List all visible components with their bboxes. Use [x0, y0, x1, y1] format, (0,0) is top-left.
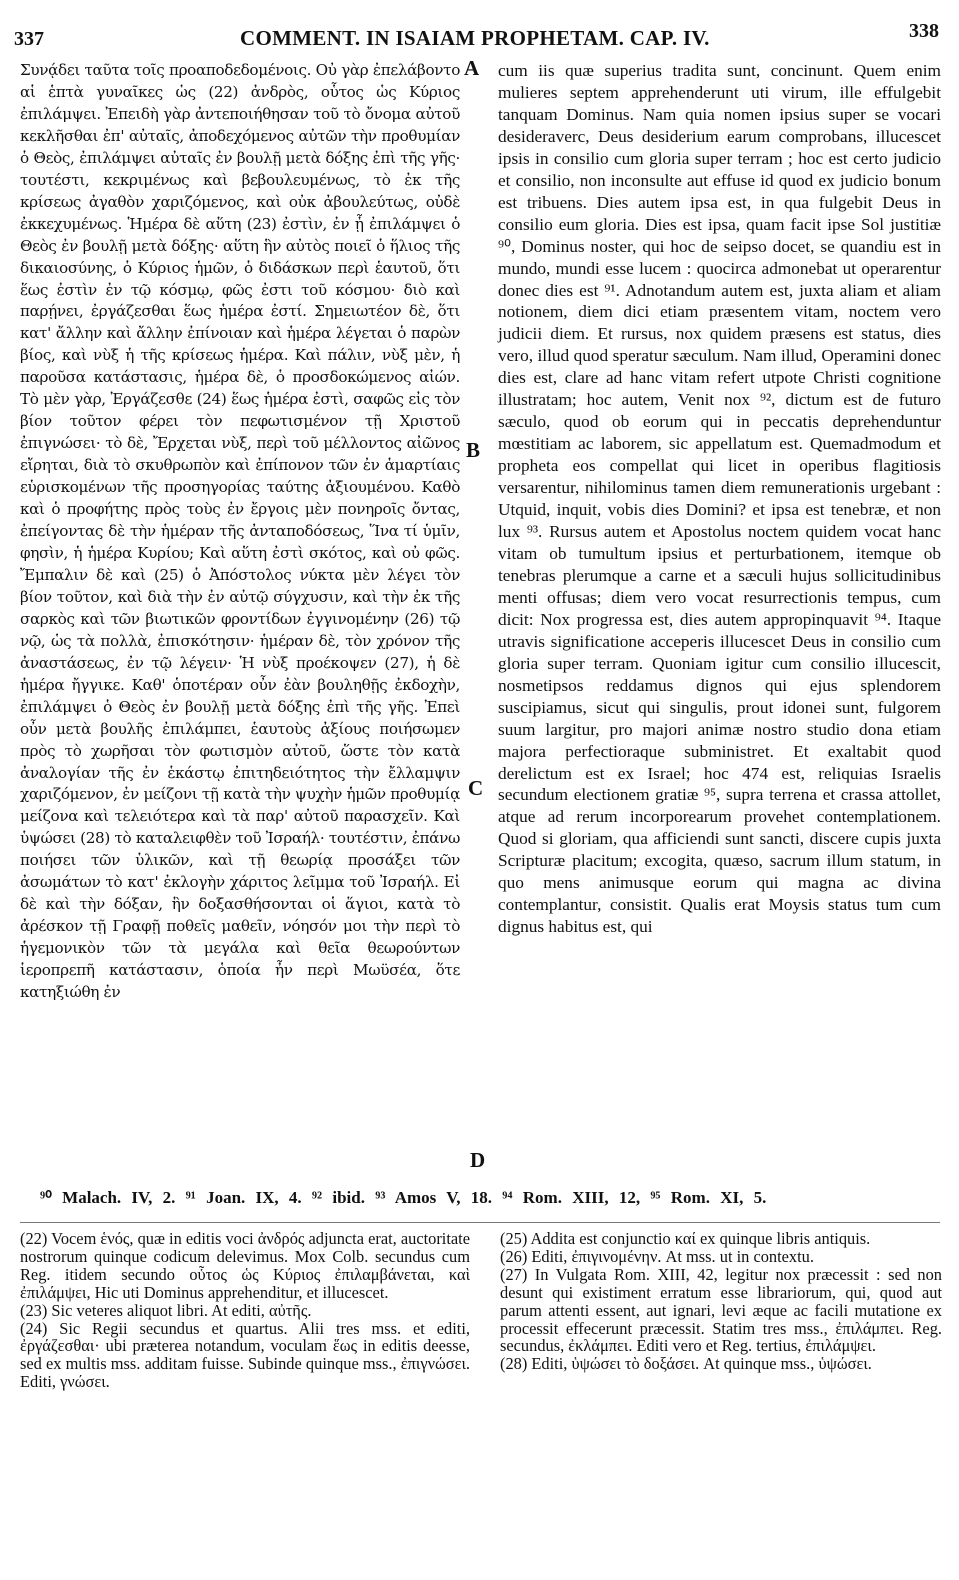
running-title: COMMENT. IN ISAIAM PROPHETAM. CAP. IV. — [240, 26, 710, 50]
footnote: (27) In Vulgata Rom. XIII, 42, legitur nox præcessit : sed non desunt qui existiment erratum esse librariorum, qui, quod aut parum attenti essent, aut ignari, levi æque ac facili mutatione ex processit effecerunt præcessit. Statim tres mss., ἐπιλάμπει. Reg. secundus, ἐκλάμπει. Editi vero et Reg. tertius, ἐπιλάμψει. — [500, 1264, 942, 1356]
footnote: (25) Addita est conjunctio καί ex quinque libris antiquis. — [500, 1229, 871, 1248]
section-marker-b: B — [466, 438, 481, 462]
section-marker-d: D — [470, 1148, 486, 1172]
scripture-references: ⁹⁰ Malach. IV, 2. ⁹¹ Joan. IX, 4. ⁹² ibid. ⁹³ Amos V, 18. ⁹⁴ Rom. XIII, 12, ⁹⁵ Rom. XI, 5. — [40, 1188, 767, 1207]
footnote: (24) Sic Regii secundus et quartus. Alii tres mss. et editi, ἐργάζεσθαι· ubi præterea notandum, voculam ἕως in editis deesse, sed ex multis mss. additam fuisse. Subinde quinque mss., ἐπιγνώσει. Editi, γνώσει. — [20, 1318, 470, 1392]
page-number-right: 338 — [909, 20, 939, 42]
footnote: (22) Vocem ἑνός, quæ in editis voci ἀνδρός adjuncta erat, auctoritate nostrorum quinque codicum delevimus. Mox Colb. secundus cum Reg. itidem secundo οὗτος ὡς Κύριος ἐπιλαμβάνεται, καὶ ἐπιλάμψει, Hic uti Dominus apprehenditur, et illucescet. — [20, 1229, 471, 1302]
section-marker-c: C — [468, 776, 484, 800]
footnote: (28) Editi, ὑψώσει τὸ δοξάσει. At quinque mss., ὑψώσει. — [500, 1354, 872, 1374]
greek-text: Συνᾴδει ταῦτα τοῖς προαποδεδομένοις. Οὐ γὰρ ἐπελάβοντο αἱ ἑπτὰ γυναῖκες ὡς (22) ἀνδρὸς, οὗτος ὡς Κύριος ἐπιλάμψει. Ἐπειδὴ γὰρ ἀντεποιήθησαν τοῦ τὸ ὄνομα αὐτοῦ κεκλῆσθαι ἐπ' αὐταῖς, ἀποδεχόμενος αὐτῶν τὴν προθυμίαν ὁ Θεὸς, ἐπιλάμψει αὐταῖς ἐν βουλῇ μετὰ δόξης ἐπὶ τῆς γῆς· τουτέστι, κεκριμένως καὶ βεβουλευμένως, τὸ ἐκ τῆς κρίσεως ἀγαθὸν χαριζόμενος, καὶ οὐκ ἀβουλεύτως, οὐδὲ ἐκκεχυμένως. Ἡμέρα δὲ αὕτη (23) ἐστὶν, ἐν ᾗ ἐπιλάμψει ὁ Θεὸς ἐν βουλῇ μετὰ δόξης· αὕτη ἣν αὐτὸς ποιεῖ ὁ ἥλιος τῆς δικαιοσύνης, ὁ Κύριος ἡμῶν, ὁ διδάσκων περὶ ἑαυτοῦ, ὅτι ἕως ἐστὶν ἐν τῷ κόσμῳ, φῶς ἐστι τοῦ κόσμου· διὸ καὶ παρῄνει, ἐργάζεσθαι ἕως ἡμέρα ἐστί. Σημειωτέον δὲ, ὅτι κατ' ἄλλην καὶ ἄλλην ἐπίνοιαν καὶ ἡμέρα λέγεται ὁ παρὼν βίος, καὶ νὺξ ἡ τῆς κρίσεως ἡμέρα. Καὶ πάλιν, νὺξ μὲν, ἡ παροῦσα κατάστασις, ἡμέρα δὲ, ὁ προσδοκώμενος αἰών. Τὸ μὲν γὰρ, Ἐργάζεσθε (24) ἕως ἡμέρα ἐστὶ, σαφῶς εἰς τὸν βίον τοῦτον φέρει τὸν πεφωτισμένον τῇ Χριστοῦ ἐπιγνώσει· τὸ δὲ, Ἔρχεται νὺξ, περὶ τοῦ μέλλοντος αἰῶνος εἴρηται, διὰ τὸ σκυθρωπὸν καὶ ἐπίπονον τῶν ἐν ἁμαρτίαις εὑρισκομένων τῆς προσηγορίας ταύτης ἀξιουμένου. Καθὸ καὶ ὁ προφήτης πρὸς τοὺς ἐν ἔργοις μὲν πονηροῖς ὄντας, ἐπείγοντας δὲ τὴν ἡμέραν τῆς ἀνταποδόσεως, Ἵνα τί ὑμῖν, φησὶν, ἡ ἡμέρα Κυρίου; Καὶ αὕτη ἐστὶ σκότος, καὶ οὐ φῶς. Ἔμπαλιν δὲ καὶ (25) ὁ Ἀπόστολος νύκτα μὲν λέγει τὸν βίον τοῦτον, καὶ διὰ τὴν ἐν αὐτῷ σύγχυσιν, καὶ τὴν ἐκ τῆς σαρκὸς καὶ τῶν βιωτικῶν φροντίδων ἐγγινομένην (26) τῷ νῷ, ὡς τὰ πολλὰ, ἐπισκότησιν· ἡμέραν δὲ, τὸν χρόνον τῆς ἀναστάσεως, ἐν τῷ λέγειν· Ἡ νὺξ προέκοψεν (27), ἡ δὲ ἡμέρα ἤγγικε. Καθ' ὁποτέραν οὖν ἐὰν βουληθῇς ἐκδοχὴν, ἐπιλάμψει ὁ Θεὸς ἐν βουλῇ μετὰ δόξης ἐπὶ τῆς γῆς. Ἐπεὶ οὖν μετὰ βουλῆς ἐπιλάμπει, ἑαυτοὺς ἀξίους ποιήσωμεν πρὸς τὸ χωρῆσαι τὸν φωτισμὸν αὐτοῦ, ὥστε τὸν κατὰ ἀναλογίαν τῆς ἐν ἑκάστῳ ἐπιτηδειότητος τὴν ἔλλαμψιν χαριζόμενον, ἐν μείζονι τῇ κατὰ τὴν ψυχὴν ἡμῶν προθυμίᾳ μείζονα καὶ τελειότερα καὶ τὰ παρ' αὐτοῦ παρασχεῖν. Καὶ ὑψώσει (28) τὸ καταλειφθὲν τοῦ Ἰσραήλ· τουτέστιν, ἐπάνω ποιήσει τῶν ὑλικῶν, καὶ τῇ θεωρίᾳ προσάξει τῶν ἀσωμάτων τὸ κατ' ἐκλογὴν χάριτος λεῖμμα τοῦ Ἰσραήλ. Εἰ δὲ καὶ τὴν δόξαν, ἣν δοξασθήσονται οἱ ἅγιοι, κατὰ τὸ ἀρέσκον τῇ Γραφῇ ποθεῖς μαθεῖν, νόησόν μοι τὴν περὶ τὸ ἡγεμονικὸν τῶν τὰ μεγάλα καὶ θεῖα θεωρούντων ἱεροπρεπῆ κατάστασιν, ὁποία ἦν περὶ Μωϋσέα, ὅτε κατηξιώθη ἐν — [20, 61, 460, 1002]
page-number-left: 337 — [14, 28, 44, 50]
greek-column — [20, 60, 460, 1002]
footnotes-left — [20, 1230, 470, 1391]
footnotes-right — [500, 1230, 942, 1373]
page-header — [0, 18, 959, 48]
section-marker-a: A — [464, 56, 480, 80]
latin-column — [498, 60, 941, 937]
footnote: (26) Editi, ἐπιγινομένην. At mss. ut in contextu. — [500, 1246, 814, 1266]
latin-text: cum iis quæ superius tradita sunt, concinunt. Quem enim mulieres septem apprehenderunt uti virum, ille effulgebit tanquam Dominus. Nam quia nomen ipsius super se vocari desideraverc, Deus desiderium earum comprobans, illucescet ipsis in consilio cum gloria super terram ; hoc est certo judicio et consilio, non inconsulte aut effuse id quod ex judicio bonum est tribuens. Dies autem ipsa est, in qua fulgebit Deus in consilio eum gloria. Dies est ipsa, quam facit ipse Sol justitiæ ⁹⁰, Dominus noster, qui hoc de seipso docet, se quandiu est in mundo, mundi esse lucem : quocirca admonebat ut operarentur donec dies est ⁹¹. Adnotandum autem est, juxta aliam et aliam notionem, diem dici etiam præsentem vitam, noctem vero judicii diem. Et rursus, nox quidem præsens est status, dies vero, illud quod speratur sæculum. Nam illud, Operamini donec dies est, clare ad hanc vitam refert utpote Christi cognitione illustratam; hoc autem, Venit nox ⁹², dictum est de futuro sæculo, quod ob eorum qui in peccatis deprehenduntur mœstitiam ac laborem, sic appellatum est. Quemadmodum et propheta eos compellat qui licet in operibus flagitiosis versarentur, nihilominus tamen diem remunerationis urgebant : Utquid, inquit, vobis dies Domini? et ipsa est tenebræ, et non lux ⁹³. Rursus autem et Apostolus noctem quidem vocat hanc vitam ob tumultum ipsius et perturbationem, itemque ob tenebras plerumque a carne et a sæculi hujus sollicitudinibus menti offusas; diem vero vocat resurrectionis tempus, cum dicit: Nox progressa est, dies autem appropinquavit ⁹⁴. Itaque utravis significatione acceperis illucescet Deus in consilio cum gloria super terram. Quoniam igitur cum consilio illucescit, nosmetipsos reddamus dignos qui ejus splendorem suscipiamus, sicut qui singulis, prout idonei sunt, fulgorem suum largitur, pro majori animæ nostro studio dona etiam majora perfectioraque subministret. Et exaltabit quod derelictum est ex Israel; hoc 474 est, reliquias Israelis secundum electionem gratiæ ⁹⁵, supra terrena et crassa attollet, atque ad rerum incorporearum provehet contemplationem. Quod si gloriam, qua afficiendi sunt sancti, discere cupis juxta Scripturæ placitum; excogita, quæso, sacrum illum statum, in quo mens animusque eorum qui magna ac divina contemplantur, consistit. Qualis erat Moysis status tum cum dignus habitus est, qui — [498, 61, 941, 937]
footnote-divider — [20, 1222, 940, 1223]
footnote: (23) Sic veteres aliquot libri. At editi, αὐτῆς. — [20, 1300, 312, 1320]
